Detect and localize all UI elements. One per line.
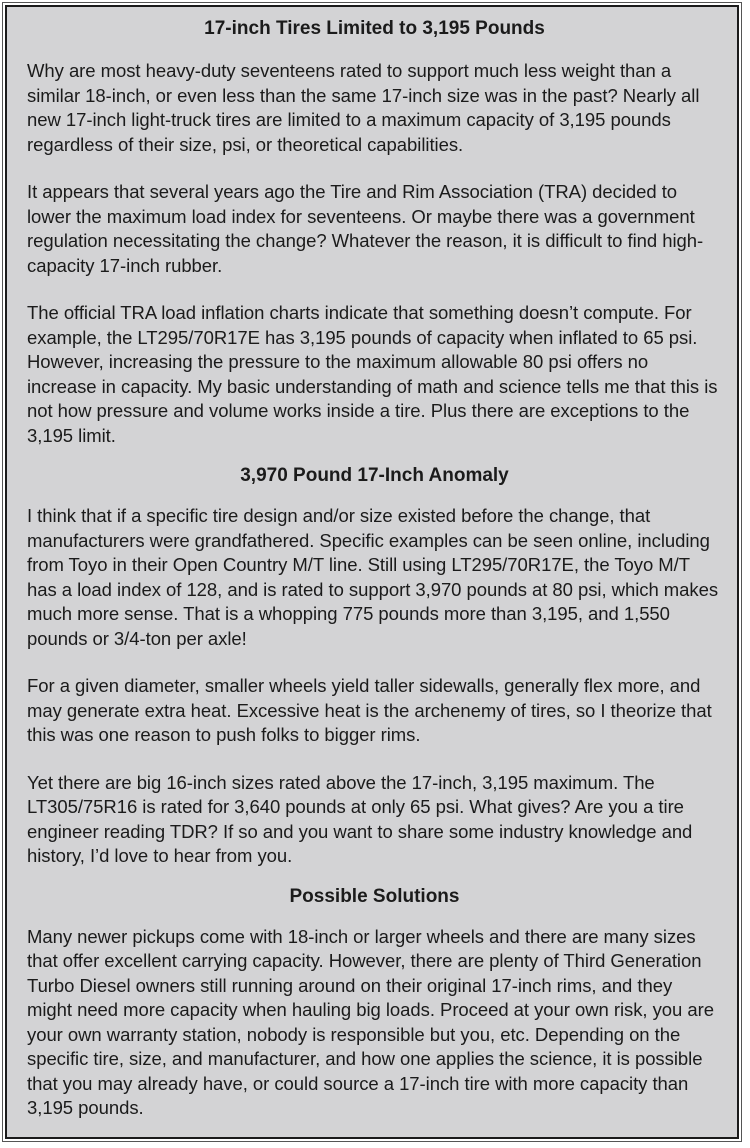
paragraph-2: It appears that several years ago the Tire and Rim Association (TRA) decided to lower the maximum load index for seventeens. Or maybe there was a government regulation necessitating the change? Whatever the reason, it is difficult to find high-capacity 17-inch rubber. (27, 181, 704, 276)
section-heading-tire-limit: 17-inch Tires Limited to 3,195 Pounds (204, 18, 545, 39)
paragraph-6: Yet there are big 16-inch sizes rated above the 17-inch, 3,195 maximum. The LT305/75R16 is rated for 3,640 pounds at only 65 psi. What gives? Are you a tire engineer reading TDR? If so and you want to share some industry knowledge and history, I’d love to hear from you. (27, 771, 693, 866)
paragraph-4: I think that if a specific tire design and/or size existed before the change, that manufacturers were grandfathered. Specific examples can be seen online, including from Toyo in their Open Country M/T line. Still using LT295/70R17E, the Toyo M/T has a load index of 128, and is rated to support 3,970 pounds at 80 psi, which makes much more sense. That is a whopping 775 pounds more than 3,195, and 1,550 pounds or 3/4-ton per axle! (27, 505, 719, 649)
paragraph-7: Many newer pickups come with 18-inch or larger wheels and there are many sizes that offer excellent carrying capacity. However, there are plenty of Third Generation Turbo Diesel owners still running around on their original 17-inch rims, and they might need more capacity when hauling big loads. Proceed at your own risk, you are your own warranty station, nobody is responsible but you, etc. Depending on the specific tire, size, and manufacturer, and how one applies the science, it is possible that you may already have, or could source a 17-inch tire with more capacity than 3,195 pounds. (27, 925, 714, 1118)
sidebar-content (27, 16, 722, 1121)
paragraph-5: For a given diameter, smaller wheels yield taller sidewalls, generally flex more, and may generate extra heat. Excessive heat is the archenemy of tires, so I theorize that this was one reason to push folks to bigger rims. (27, 675, 712, 745)
paragraph-3: The official TRA load inflation charts indicate that something doesn’t compute. For example, the LT295/70R17E has 3,195 pounds of capacity when inflated to 65 psi. However, increasing the pressure to the maximum allowable 80 psi offers no increase in capacity. My basic understanding of math and science tells me that this is not how pressure and volume works inside a tire. Plus there are exceptions to the 3,195 limit. (27, 302, 718, 446)
section-heading-solutions: Possible Solutions (289, 885, 460, 907)
section-heading-anomaly: 3,970 Pound 17-Inch Anomaly (240, 465, 509, 486)
paragraph-1: Why are most heavy-duty seventeens rated to support much less weight than a similar 18-inch, or even less than the same 17-inch size was in the past? Nearly all new 17-inch light-truck tires are limited to a maximum capacity of 3,195 pounds regardless of their size, psi, or theoretical capabilities. (27, 60, 700, 155)
